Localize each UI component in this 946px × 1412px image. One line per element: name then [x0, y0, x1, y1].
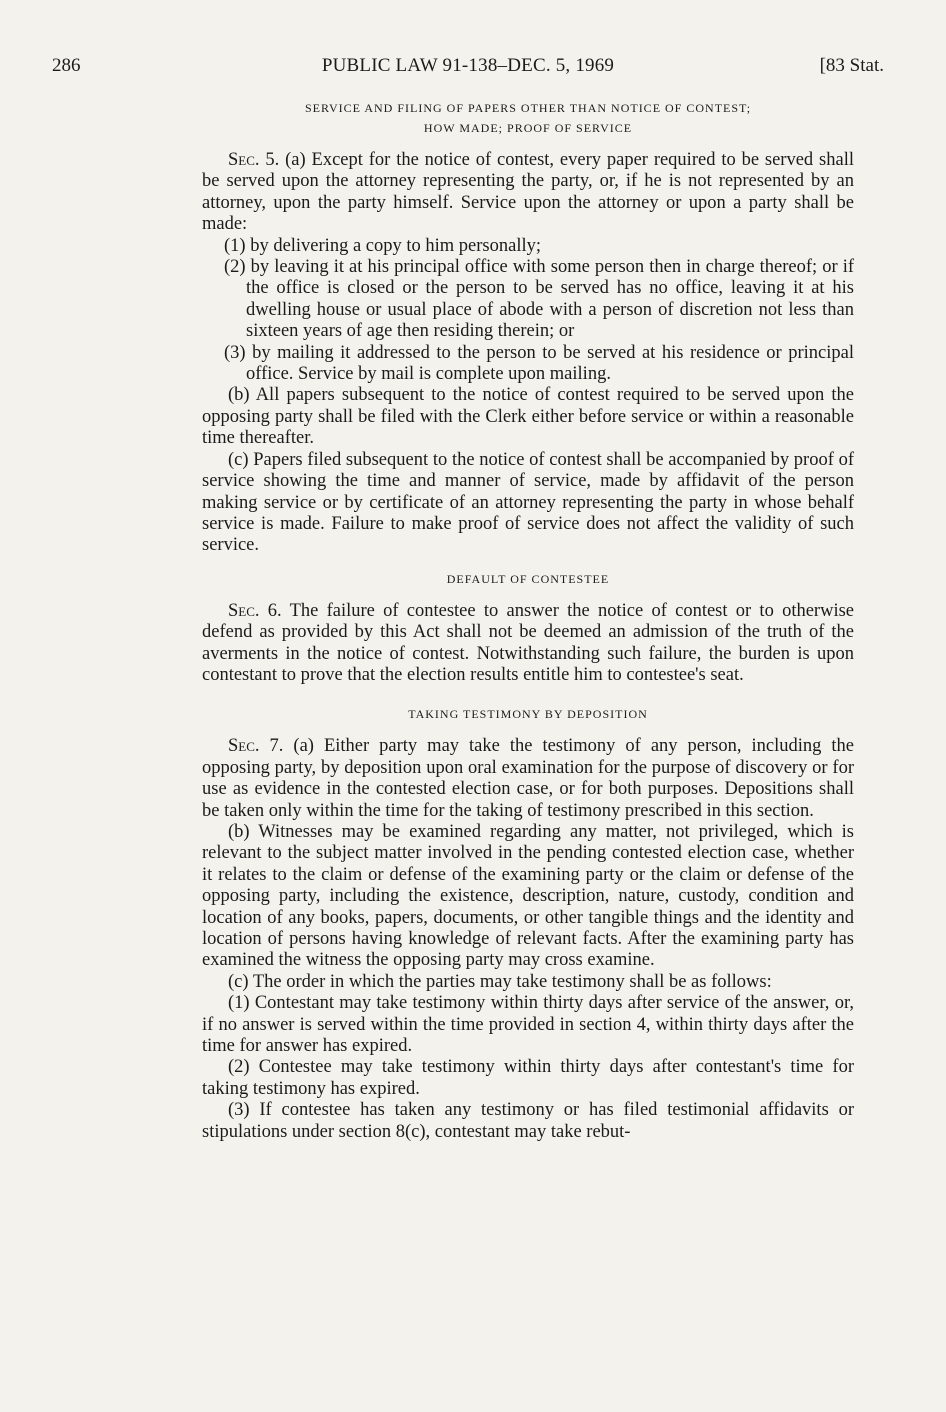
- section-7-paragraph-c: (c) The order in which the parties may take testimony shall be as follows:: [228, 971, 772, 992]
- section-5-clause-1: (1) by delivering a copy to him personally;: [224, 235, 541, 256]
- section-label: Sec.: [228, 600, 260, 621]
- heading-line: HOW MADE; PROOF OF SERVICE: [423, 121, 633, 135]
- section-5-paragraph-b: (b) All papers subsequent to the notice of contest required to be served upon the opposing party shall be filed with the Clerk either before service or within a reasonable time thereafter.: [202, 385, 854, 449]
- section-label: Sec.: [228, 150, 260, 170]
- section-5-paragraph-c: (c) Papers filed subsequent to the notice of contest shall be accompanied by proof of service showing the time and manner of service, made by affidavit of the person making service or by certificate of an attorney representing the party in whose behalf service is made. Failure to make proof of service does not affect the validity of such service.: [202, 449, 854, 556]
- section-7-paragraph-b: (b) Witnesses may be examined regarding any matter, not privileged, which is relevant to the subject matter involved in the pending contested election case, whether it relates to the claim or defense of the examining party or the claim or defense of the opposing party, including the existence, description, nature, custody, condition and location of any books, papers, documents, or other tangible things and the identity and location of persons having knowledge of relevant facts. After the examining party has examined the witness the opposing party may cross examine.: [202, 821, 854, 971]
- page-number: 286: [52, 55, 81, 76]
- paragraph-text: 5. (a) Except for the notice of contest, every paper required to be served shall be served upon the attorney representing the party, or, if he is not represented by an attorney, upon the party himself. Service upon the attorney or upon a party shall be made:: [202, 150, 854, 235]
- section-7-clause-3: (3) If contestee has taken any testimony or has filed testimonial affidavits or stipulations under section 8(c), contestant may take rebut-: [202, 1100, 854, 1142]
- section-5-paragraph-a: [202, 150, 854, 236]
- paragraph-text: 7. (a) Either party may take the testimony of any person, including the opposing party, by deposition upon oral examination for the purpose of discovery or for use as evidence in the contested election case, or for both purposes. Depositions shall be taken only within the time for the taking of testimony prescribed in this section.: [202, 736, 854, 821]
- section-7-paragraph-a: [202, 736, 854, 822]
- section-6-paragraph: [202, 601, 854, 687]
- section-5-heading: [202, 98, 854, 138]
- running-header: [52, 55, 884, 85]
- header-title: PUBLIC LAW 91-138–DEC. 5, 1969: [321, 55, 615, 76]
- section-7-clause-1: (1) Contestant may take testimony within thirty days after service of the answer, or, if no answer is served within the time provided in section 4, within thirty days after the time for answer has expired.: [202, 993, 854, 1057]
- heading-line: SERVICE AND FILING OF PAPERS OTHER THAN NOTICE OF CONTEST;: [304, 101, 752, 115]
- section-5-clause-3: (3) by mailing it addressed to the person to be served at his residence or principal office. Service by mail is complete upon mailing.: [224, 342, 854, 385]
- section-7-clause-2: (2) Contestee may take testimony within thirty days after contestant's time for taking testimony has expired.: [202, 1057, 854, 1099]
- section-7-heading: TAKING TESTIMONY BY DEPOSITION: [408, 707, 648, 722]
- section-6-heading: DEFAULT OF CONTESTEE: [446, 571, 610, 586]
- paragraph-text: 6. The failure of contestee to answer the notice of contest or to otherwise defend as provided by this Act shall not be deemed an admission of the truth of the averments in the notice of contest. Notwithstanding such failure, the burden is upon contestant to prove that the election results entitle him to contestee's seat.: [202, 600, 854, 685]
- statute-reference: [83 Stat.: [819, 55, 884, 76]
- document-body: [202, 98, 854, 1143]
- section-5-clause-2: (2) by leaving it at his principal office with some person then in charge thereof; or if the office is closed or the person to be served has no office, leaving it at his dwelling house or usual place of abode with a person of discretion not less than sixteen years of age then residing therein; or: [224, 257, 854, 342]
- section-label: Sec.: [228, 736, 260, 757]
